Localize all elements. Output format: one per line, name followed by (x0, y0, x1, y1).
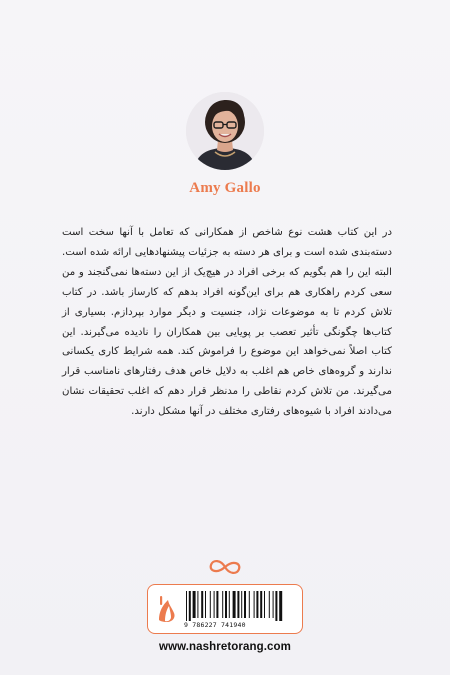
isbn-barcode (184, 591, 296, 621)
author-portrait-image (186, 92, 264, 170)
author-name: Amy Gallo (189, 180, 261, 196)
isbn-digits: 9 786227 741940 (184, 621, 246, 629)
back-cover-blurb: در این کتاب هشت نوع شاخص از همکارانی که تعامل با آنها سخت است دسته‌بندی شده است و برای هر دسته به جزئیات پیشنهادهایی ارائه شده است. البته این را هم بگویم که برخی افراد در هیچ‌یک از این دسته‌ها نمی‌گنجند و من سعی کردم راهکاری هم برای این‌گونه افراد بدهم که کارساز باشد. در کتاب تلاش کردم تا به موضوعات نژاد، جنسیت و دیگر موارد بپردازم. بسیاری از کتاب‌ها چگونگی تأثیر تعصب بر پویایی بین همکاران را نادیده می‌گیرند. این کتاب اصلاً نمی‌خواهد این موضوع را فراموش کند. همه شرایط کاری یکسانی ندارند و گروه‌های خاص هم اغلب به دلایل خاص هدف رفتارهای نامناسب قرار می‌گیرند. من تلاش کردم نقاطی را مدنظر قرار دهم که اغلب تحقیقات نشان می‌دادند افراد با شیوه‌های رفتاری مختلف در آنها مشکل دارند. (62, 227, 392, 418)
publisher-logo-icon (156, 594, 178, 624)
barcode-panel (147, 584, 303, 634)
infinity-icon (205, 556, 245, 578)
publisher-website[interactable]: www.nashretorang.com (159, 641, 291, 653)
author-photo (186, 92, 264, 170)
